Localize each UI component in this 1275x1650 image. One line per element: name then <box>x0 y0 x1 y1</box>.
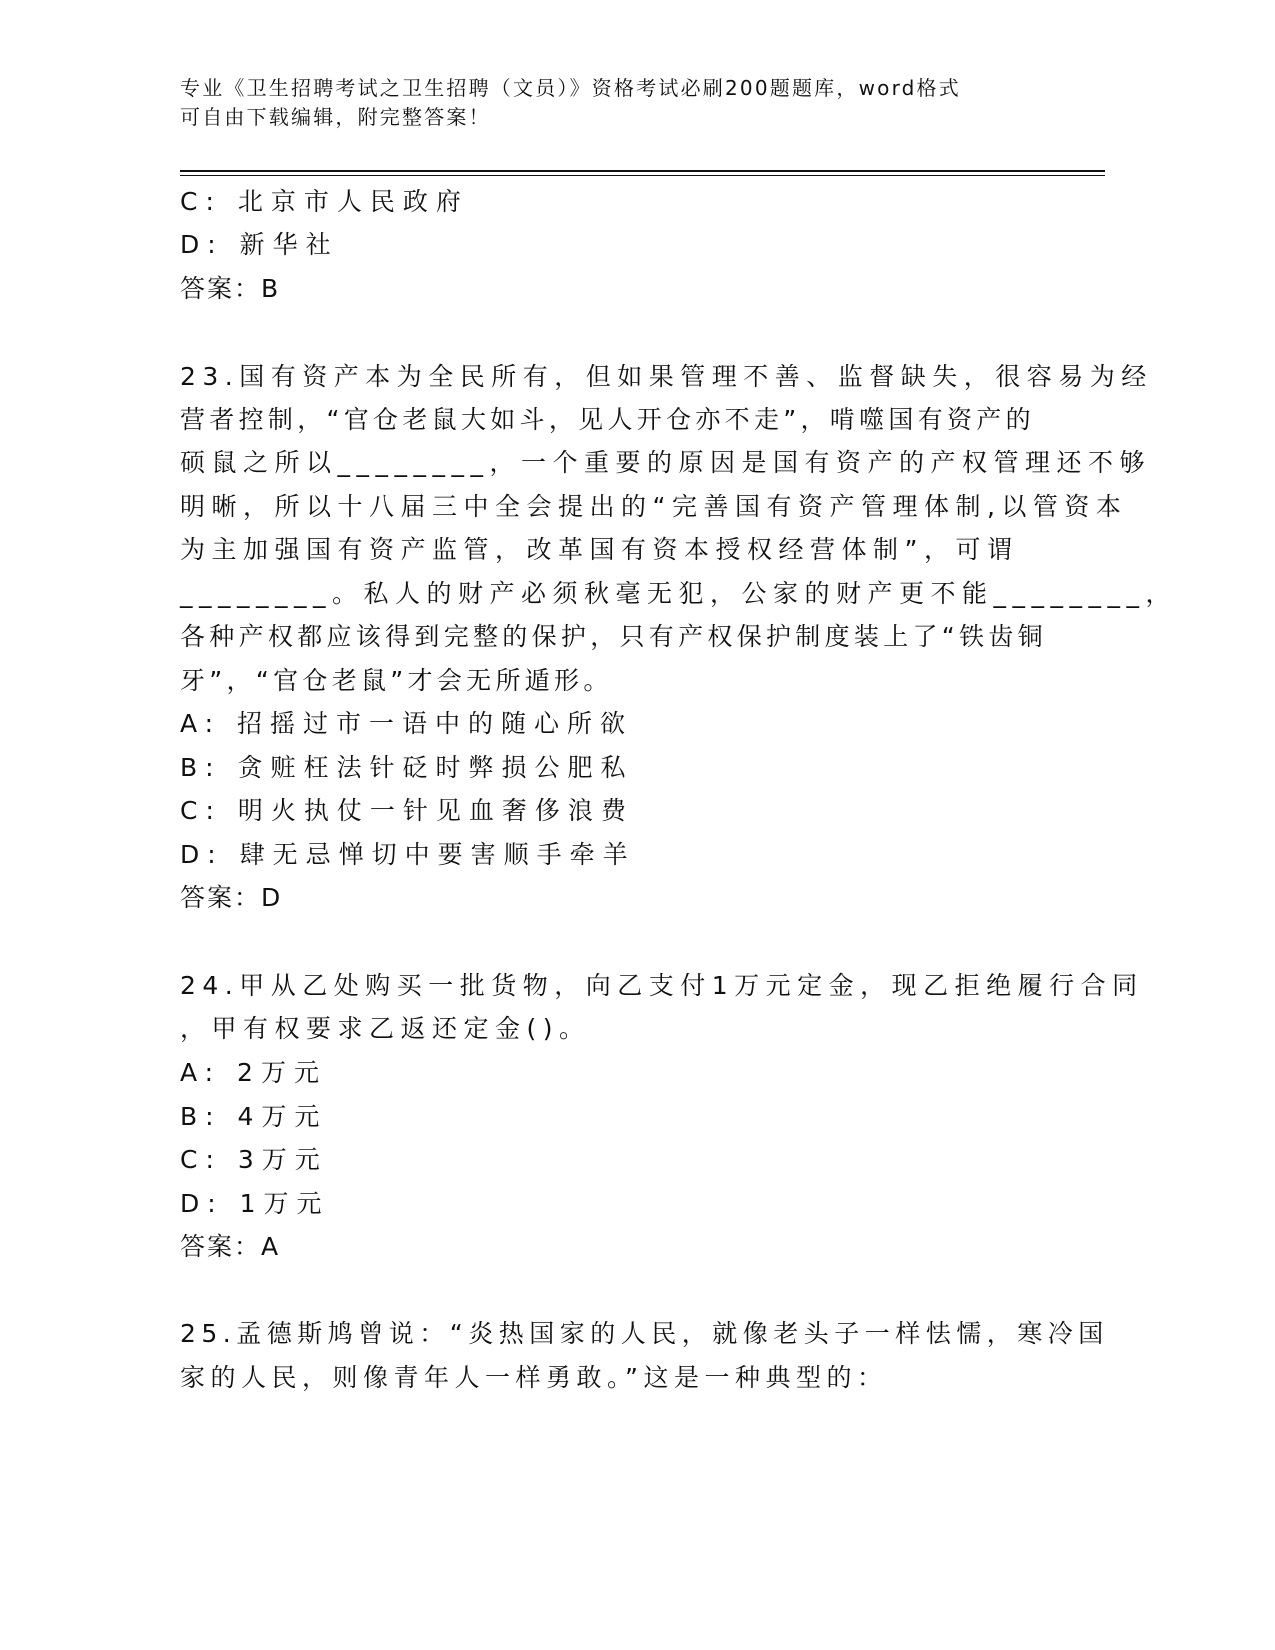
question-23-line: 硕鼠之所以________，一个重要的原因是国有资产的产权管理还不够 <box>180 448 1152 477</box>
header-divider-top <box>180 170 1105 172</box>
question-25-line: 家的人民，则像青年人一样勇敢。”这是一种典型的： <box>180 1363 888 1392</box>
option-b: B: 4万元 <box>180 1102 328 1131</box>
option-c: C: 明火执仗一针见血奢侈浪费 <box>180 796 634 825</box>
question-23-line: ________。私人的财产必须秋毫无犯，公家的财产更不能________， <box>180 579 1178 608</box>
option-d: D: 新华社 <box>180 230 339 259</box>
document-title-line-1: 专业《卫生招聘考试之卫生招聘（文员）》资格考试必刷200题题库，word格式 <box>180 76 961 100</box>
document-title-line-2: 可自由下载编辑，附完整答案！ <box>180 105 491 129</box>
option-b: B: 贪赃枉法针砭时弊损公肥私 <box>180 753 634 782</box>
question-23-line: 牙”，“官仓老鼠”才会无所遁形。 <box>180 666 613 695</box>
question-23-line: 明晰，所以十八届三中全会提出的“完善国有资产管理体制,以管资本 <box>180 492 1128 521</box>
option-c: C: 北京市人民政府 <box>180 187 469 216</box>
answer: 答案：D <box>180 883 283 912</box>
option-d: D: 1万元 <box>180 1189 330 1218</box>
answer: 答案：B <box>180 274 281 303</box>
question-23-line: 为主加强国有资产监管，改革国有资本授权经营体制”，可谓 <box>180 535 1019 564</box>
question-23-line: 各种产权都应该得到完整的保护，只有产权保护制度装上了“铁齿铜 <box>180 622 1047 651</box>
question-23-line: 营者控制，“官仓老鼠大如斗，见人开仓亦不走”，啃噬国有资产的 <box>180 405 1035 434</box>
question-24-line: 24.甲从乙处购买一批货物，向乙支付1万元定金，现乙拒绝履行合同 <box>180 971 1144 1000</box>
answer: 答案：A <box>180 1232 281 1261</box>
header-divider-bottom <box>180 175 1105 176</box>
question-24-line: ，甲有权要求乙返还定金()。 <box>180 1014 591 1043</box>
question-25-line: 25.孟德斯鸠曾说：“炎热国家的人民，就像老头子一样怯懦，寒冷国 <box>180 1319 1109 1348</box>
option-a: A: 2万元 <box>180 1058 327 1087</box>
option-c: C: 3万元 <box>180 1145 328 1174</box>
option-a: A: 招摇过市一语中的随心所欲 <box>180 709 634 738</box>
question-23-line: 23.国有资产本为全民所有，但如果管理不善、监督缺失，很容易为经 <box>180 362 1153 391</box>
option-d: D: 肆无忌惮切中要害顺手牵羊 <box>180 840 636 869</box>
